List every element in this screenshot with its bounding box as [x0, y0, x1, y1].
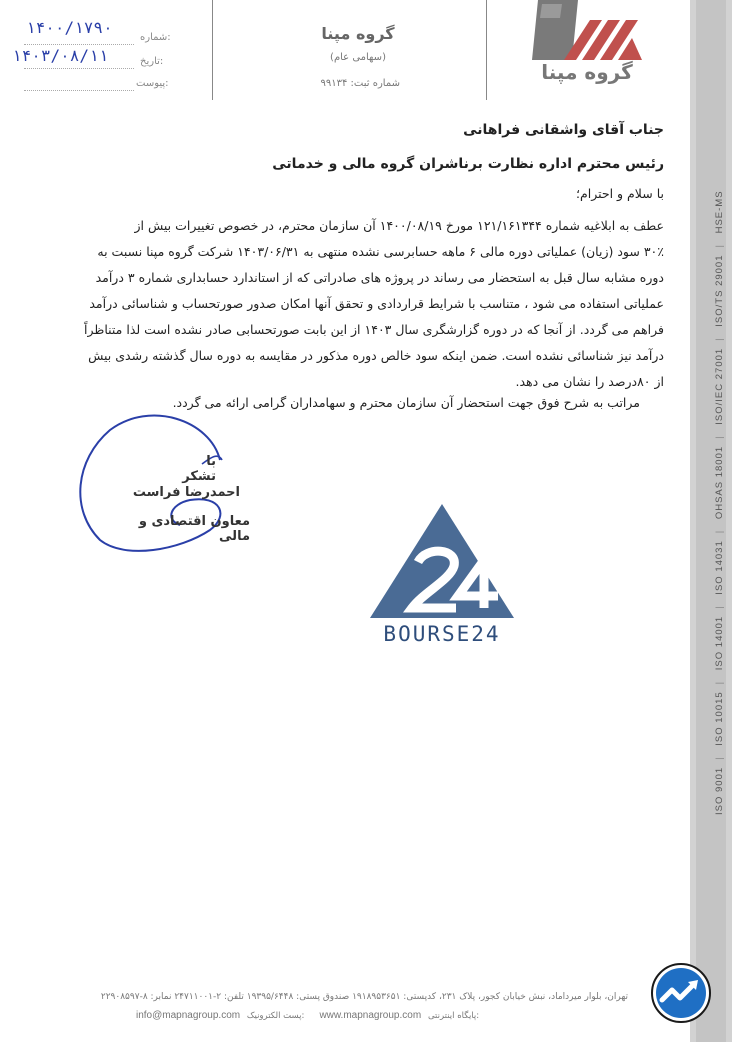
footer-email-label: پست الکترونیک: [246, 1011, 305, 1021]
footer-website[interactable]: www.mapnagroup.com [319, 1010, 422, 1021]
attachment-label: پیوست: [136, 78, 169, 89]
closing-sentence: مراتب به شرح فوق جهت استحضار آن سازمان محترم و سهامداران گرامی ارائه می گردد. [172, 395, 640, 410]
footer-address: تهران، بلوار میرداماد، نبش خیابان کجور، پلاک ۲۳۱، کدپستی: ۱۹۱۸۹۵۳۶۵۱ صندوق پستی: ۱۹۳۹۵/۶۴۴۸ تلفن: ۲-۲۴۷۱۱۰۰۱ نمابر: ۸-۲۲۹۰۸۵۹۷ [100, 992, 628, 1002]
letter-number-handwritten: ۱۴۰۰/۱۷۹۰ [26, 18, 113, 37]
body-line: ۳۰٪ سود (زیان) عملیاتی دوره مالی ۶ ماهه حسابرسی نشده منتهی به ۱۴۰۳/۰۶/۳۱ شرکت گروه مپنا نسبت به [97, 244, 664, 259]
letter-body [66, 213, 664, 395]
iso-item: OHSAS 18001 [714, 445, 725, 520]
logo-wordmark: گروه مپنا [541, 60, 633, 84]
dotted-line [24, 90, 134, 91]
bourse24-watermark-logo [366, 500, 518, 622]
signature-thanks: با تشکر [182, 454, 216, 484]
iso-item: ISO/TS 29001 [714, 254, 725, 327]
letter-date-handwritten: ۱۴۰۳/۰۸/۱۱ [12, 46, 109, 65]
body-line: از ۸۰درصد را نشان می دهد. [515, 374, 664, 389]
greeting: با سلام و احترام؛ [576, 186, 664, 201]
number-label: شماره: [140, 32, 171, 43]
registration-number: شماره ثبت: ۹۹۱۳۴ [320, 78, 400, 89]
body-line: درآمد نیز شناسائی نشده است. ضمن اینکه سود خالص دوره مذکور در مقایسه به دوره سال گذشته رشدی بیش [88, 348, 664, 363]
iso-item: ISO 10015 [714, 691, 725, 746]
bourse24-watermark-text: BOURSE24 [383, 622, 501, 646]
iso-certifications: ISO 9001| ISO 10015| ISO 14001| ISO 14031| OHSAS 18001| ISO/IEC 27001| ISO/TS 29001| HSE-MS [714, 190, 725, 815]
signatory-name: احمدرضا فراست [132, 485, 240, 500]
footer-website-label: پایگاه اینترنتی: [427, 1011, 480, 1021]
body-line: دوره مشابه سال قبل به استحضار می رساند در پروژه های صادراتی که از استاندارد حسابداری شماره ۳ درآمد [95, 270, 664, 285]
body-line: عطف به ابلاغیه شماره ۱۲۱/۱۶۱۳۴۴ مورخ ۱۴۰۰/۰۸/۱۹ آن سازمان محترم، در خصوص تغییرات بیش از [134, 218, 664, 233]
body-line: فراهم می گردد. از آنجا که در دوره گزارشگری سال ۱۴۰۳ از این بابت صورتحسابی صادر نشده است لذا متناظراً [84, 322, 664, 337]
company-name: گروه مپنا [321, 24, 395, 43]
dotted-line [24, 68, 134, 69]
date-label: تاریخ: [140, 56, 164, 67]
recipient-name: جناب آقای واشقانی فراهانی [463, 122, 664, 138]
signatory-title: معاون اقتصادی و مالی [138, 514, 250, 544]
dotted-line [24, 44, 134, 45]
header-divider [486, 0, 487, 100]
recipient-title: رئیس محترم اداره نظارت برناشران گروه مالی و خدماتی [272, 156, 664, 172]
iso-item: ISO 14001 [714, 615, 725, 671]
company-type: (سهامی عام) [330, 52, 386, 63]
iso-item: ISO/IEC 27001 [714, 347, 725, 425]
iso-item: ISO 14031 [714, 540, 725, 595]
body-line: عملیاتی استفاده می شود ، متناسب با شرایط قراردادی و تحقق آنها امکان صدور صورتحساب و شناسائی درآمد [89, 296, 664, 311]
footer-email[interactable]: info@mapnagroup.com [136, 1010, 241, 1021]
iso-item: HSE-MS [714, 190, 725, 234]
iso-strip [690, 0, 732, 1042]
header-divider [212, 0, 213, 100]
bourse-chart-icon [650, 962, 712, 1024]
iso-item: ISO 9001 [714, 766, 725, 815]
footer-contacts [136, 1010, 483, 1021]
